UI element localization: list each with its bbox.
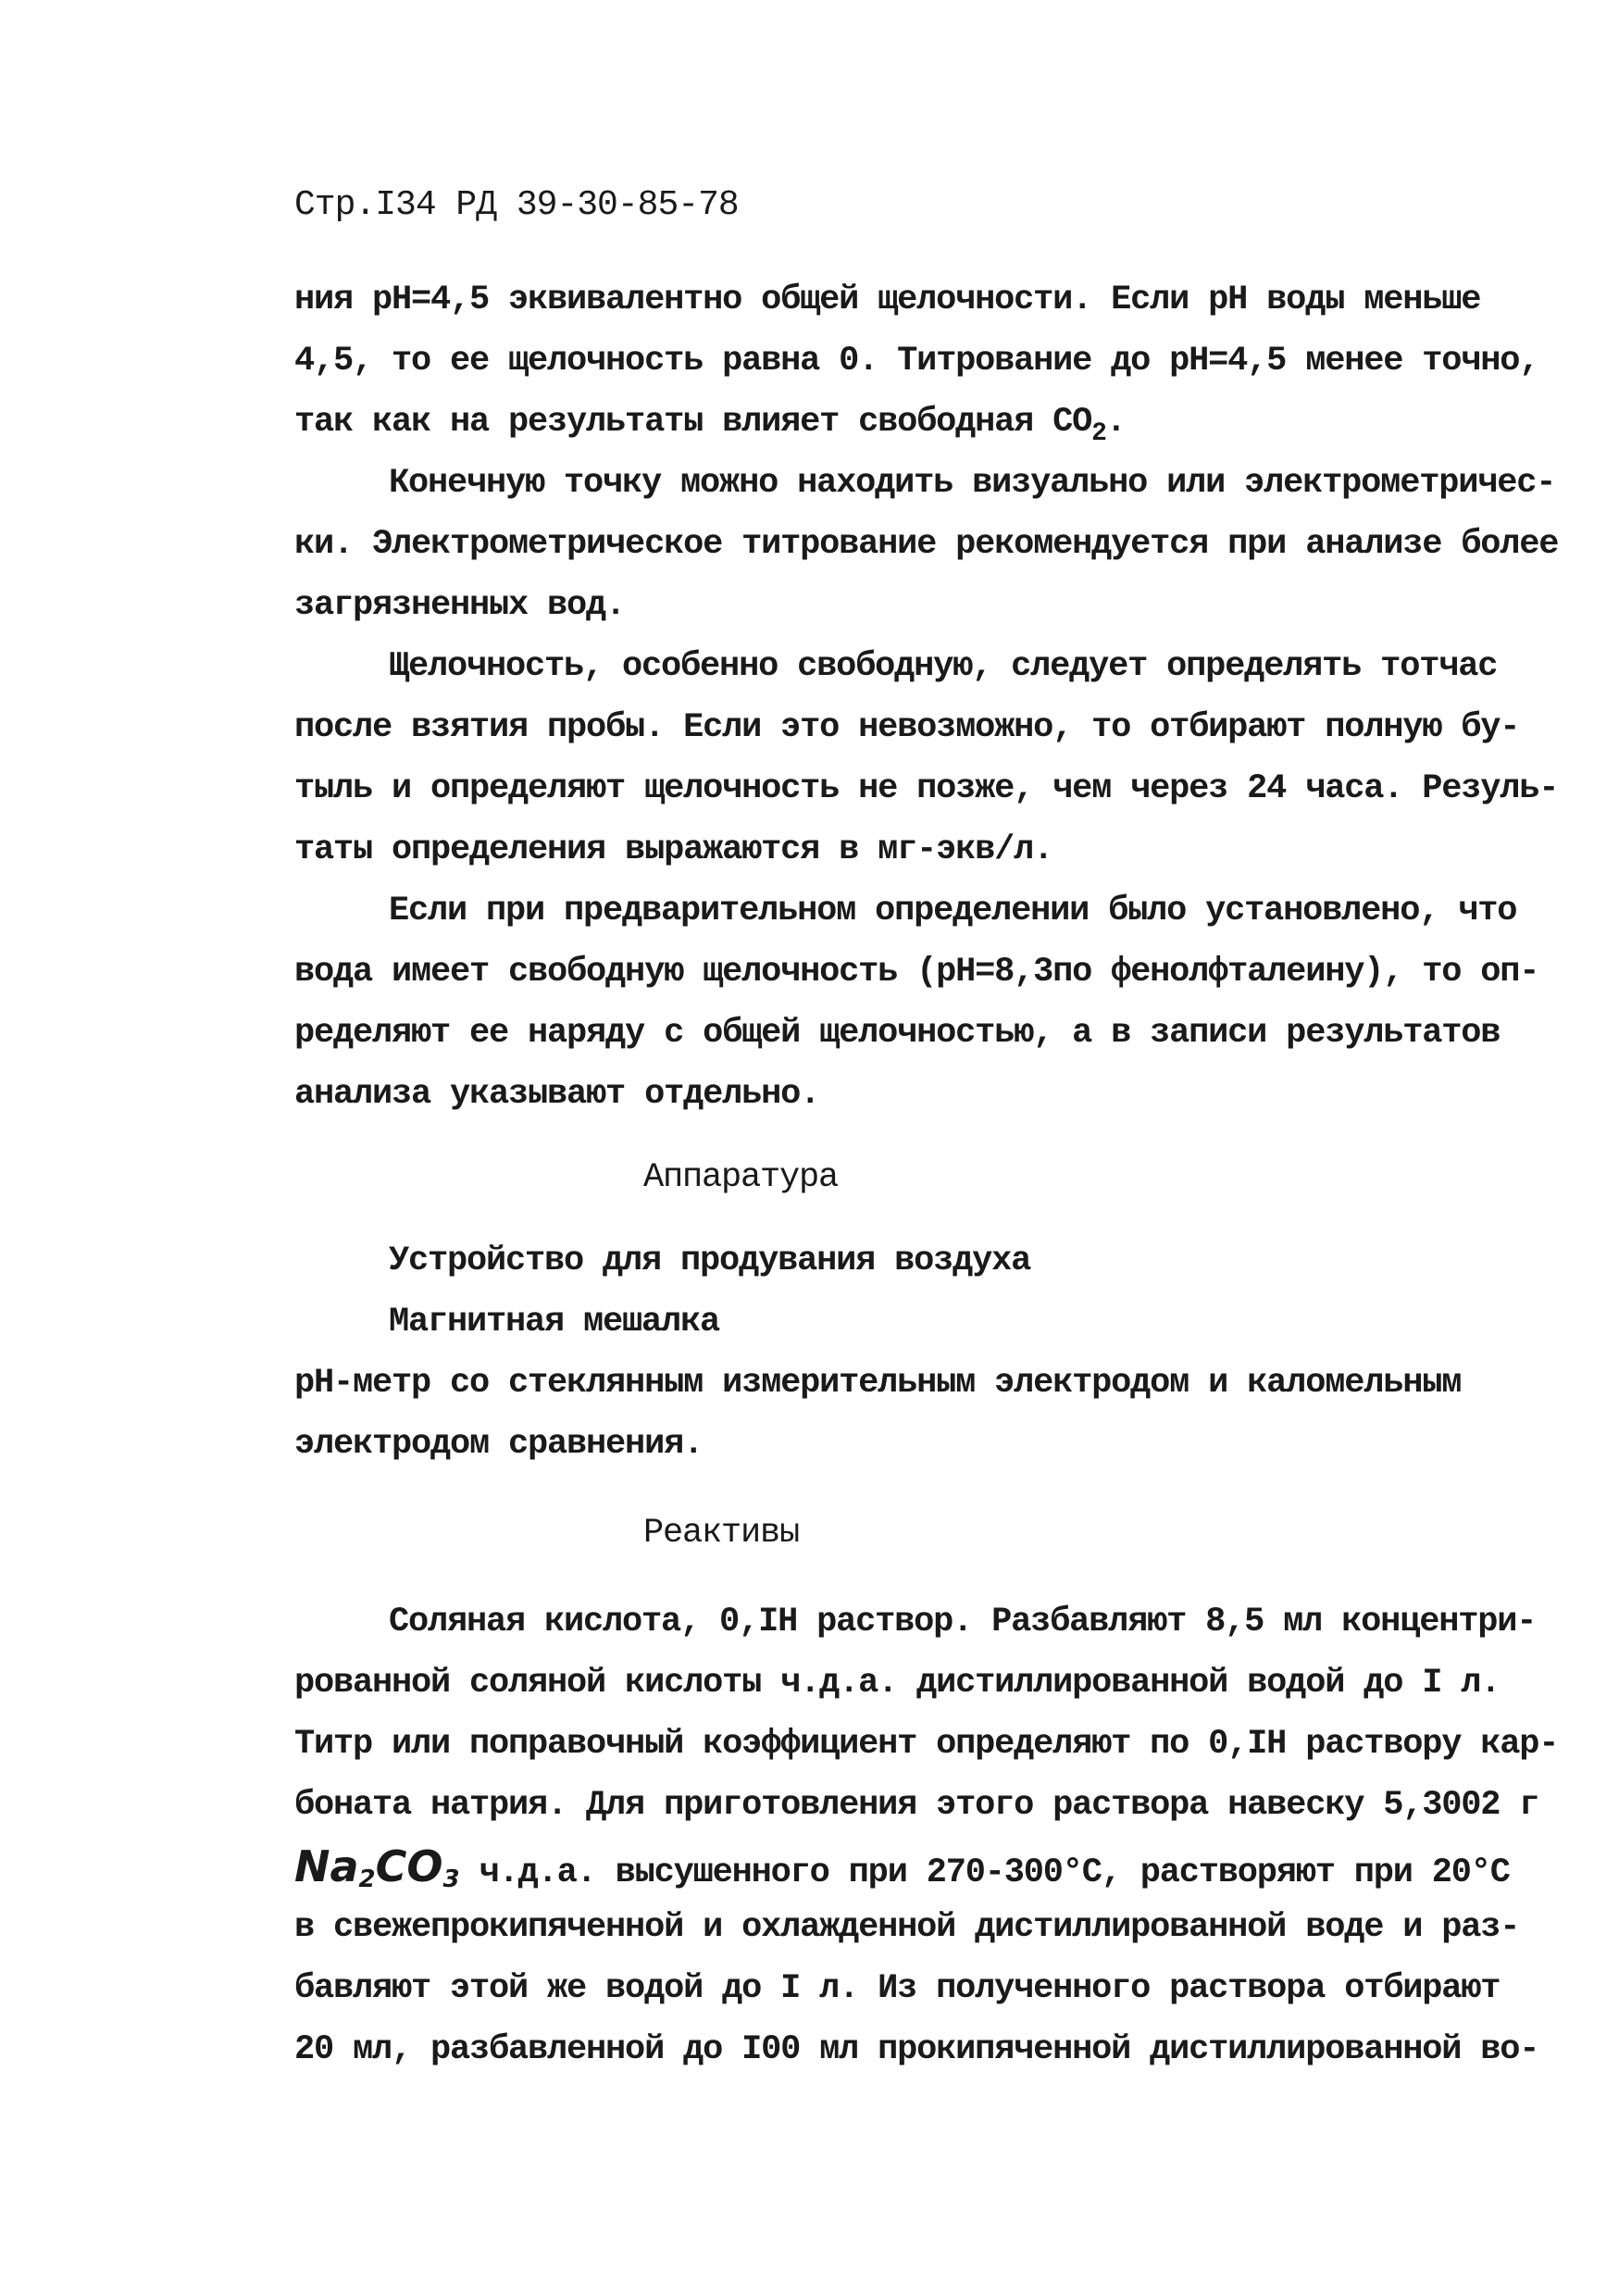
list-item: Устройство для продувания воздуха (389, 1242, 1031, 1280)
text-line: таты определения выражаются в мг-экв/л. (294, 830, 1053, 869)
formula-part: CO (375, 1841, 443, 1891)
text-line: Соляная кислота, 0,IH раствор. Разбавляют 8,5 мл концентри- (389, 1603, 1537, 1641)
text-line: рованной соляной кислоты ч.д.а. дистиллированной водой до I л. (294, 1664, 1501, 1703)
section-title-reagents: Реактивы (643, 1514, 800, 1553)
formula-part: Na (294, 1841, 359, 1891)
text-line: Конечную точку можно находить визуально или электрометричес- (389, 464, 1556, 503)
list-item: электродом сравнения. (294, 1425, 704, 1464)
list-item: Магнитная мешалка (389, 1303, 720, 1341)
text-line-rest: ч.д.а. высушенного при 270-300°С, растворяют при 20°С (459, 1853, 1510, 1892)
subscript: 2 (1091, 419, 1106, 448)
formula-subscript: 3 (442, 1866, 460, 1893)
text-line: Если при предварительном определении было установлено, что (389, 892, 1517, 930)
text-line: анализа указывают отдельно. (294, 1075, 820, 1114)
text-line-end: . (1105, 403, 1126, 442)
section-title-apparatus: Аппаратура (643, 1158, 839, 1197)
handwritten-formula (294, 1841, 460, 1891)
text-line-main: так как на результаты влияет свободная CO (294, 403, 1092, 442)
text-line: в свежепрокипяченной и охлажденной дистиллированной воде и раз- (294, 1908, 1520, 1947)
page-header: Стр.I34 РД 39-30-85-78 (294, 185, 739, 225)
formula-subscript: 2 (358, 1866, 376, 1893)
text-line: боната натрия. Для приготовления этого раствора навеску 5,3002 г (294, 1786, 1539, 1825)
text-line: тыль и определяют щелочность не позже, чем через 24 часа. Резуль- (294, 769, 1559, 808)
text-line: загрязненных вод. (294, 586, 626, 625)
text-line (294, 400, 1126, 448)
text-line: после взятия пробы. Если это невозможно, то отбирают полную бу- (294, 708, 1520, 747)
text-line: бавляют этой же водой до I л. Из полученного раствора отбирают (294, 1969, 1501, 2008)
list-item: pH-метр со стеклянным измерительным электродом и каломельным (294, 1364, 1462, 1403)
text-line: ния pH=4,5 эквивалентно общей щелочности. Если pH воды меньше (294, 281, 1481, 319)
text-line: 20 мл, разбавленной до I00 мл прокипяченной дистиллированной во- (294, 2030, 1539, 2069)
text-line: 4,5, то ее щелочность равна 0. Титрование до pH=4,5 менее точно, (294, 342, 1539, 381)
text-line: вода имеет свободную щелочность (pH=8,3по фенолфталеину), то оп- (294, 953, 1539, 992)
text-line: Титр или поправочный коэффициент определяют по 0,IH раствору кар- (294, 1725, 1559, 1764)
text-line (294, 1841, 1510, 1902)
text-line: ределяют ее наряду с общей щелочностью, а в записи результатов (294, 1014, 1501, 1053)
text-line: ки. Электрометрическое титрование рекомендуется при анализе более (294, 525, 1559, 564)
text-line: Щелочность, особенно свободную, следует определять тотчас (389, 647, 1498, 686)
